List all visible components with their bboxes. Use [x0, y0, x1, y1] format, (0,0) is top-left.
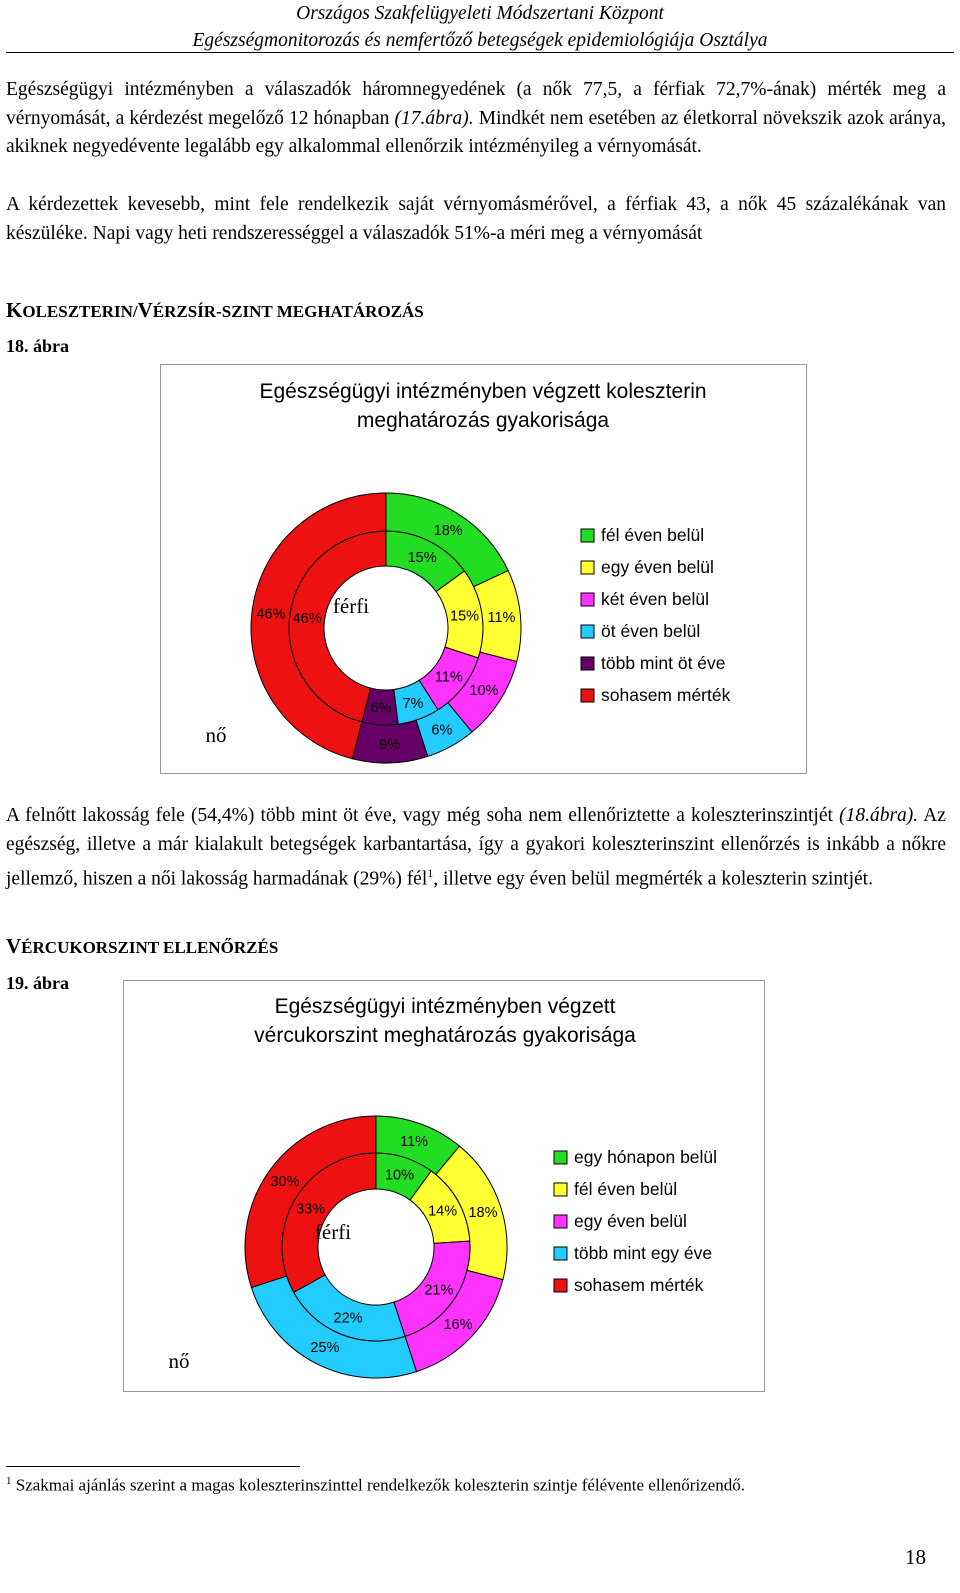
legend-swatch-tobb-mint-egy-eve	[554, 1247, 567, 1260]
legend-label-fel-even-belul: fél éven belül	[574, 1179, 678, 1199]
inner-ring-name: férfi	[314, 1220, 352, 1244]
inner-ring-label-ket-even-belul: 11%	[434, 669, 463, 686]
outer-ring-label-fel-even-belul: 18%	[468, 1205, 498, 1222]
legend-swatch-ket-even-belul	[581, 593, 594, 606]
figure-18-chart	[160, 364, 807, 774]
legend-swatch-egy-even-belul	[581, 561, 594, 574]
outer-ring-label-ot-even-belul: 6%	[431, 722, 453, 739]
figure-19-label: 19. ábra	[6, 973, 69, 993]
inner-ring-label-ot-even-belul: 7%	[402, 695, 424, 712]
legend-label-tobb-mint-egy-eve: több mint egy éve	[574, 1243, 713, 1263]
inner-ring-label-fel-even-belul: 15%	[407, 550, 437, 567]
donut-chart-blood-sugar	[124, 981, 764, 1391]
figure-reference: (18.ábra).	[839, 805, 919, 826]
page-header	[0, 0, 960, 54]
heading-initial: K	[6, 298, 23, 322]
paragraph-text: , illetve egy éven belül megmérték a koleszterin szintjét.	[433, 868, 873, 890]
paragraph-home-monitor: A kérdezettek kevesebb, mint fele rendelkezik saját vérnyomásmérővel, a férfiak 43, a nők 45 százalékának van készüléke. Napi vagy heti rendszerességgel a válaszadók 51%-a méri meg a vérnyomását	[6, 194, 946, 244]
inner-ring-label-egy-honapon-belul: 10%	[384, 1167, 415, 1184]
outer-ring-label-tobb-mint-ot-eve: 9%	[379, 736, 401, 753]
legend-swatch-ot-even-belul	[581, 625, 594, 638]
legend-label-sohasem-mertek: sohasem mérték	[601, 685, 731, 705]
inner-ring-label-tobb-mint-ot-eve: 6%	[370, 700, 392, 717]
outer-ring-label-tobb-mint-egy-eve: 25%	[310, 1340, 340, 1357]
inner-ring-label-egy-even-belul: 21%	[424, 1282, 454, 1299]
heading-text: ÉRZSÍR-SZINT MEGHATÁROZÁS	[152, 302, 424, 321]
footnote-number: 1	[6, 1475, 12, 1487]
inner-ring-label-fel-even-belul: 14%	[428, 1203, 458, 1220]
footnote-text: Szakmai ajánlás szerint a magas koleszterinszinttel rendelkezők koleszterin szintje félévente ellenőrizendő.	[11, 1475, 746, 1495]
legend-label-egy-even-belul: egy éven belül	[574, 1211, 687, 1231]
footnote-divider	[6, 1466, 300, 1467]
legend-swatch-tobb-mint-ot-eve	[581, 657, 594, 670]
outer-ring-label-sohasem-mertek: 46%	[256, 606, 286, 623]
outer-ring-label-sohasem-mertek: 30%	[270, 1173, 300, 1190]
section-heading-cholesterol	[6, 298, 424, 323]
paragraph-text: Az egészség, illetve a már kialakult betegségek karbantartása, így a gyakori koleszterinszint ellenőrzés is inkább a nőkre jellemző, hiszen a női lakosság harmadának (29%) fél	[6, 805, 946, 890]
figure-19-chart	[123, 980, 765, 1392]
inner-ring-label-sohasem-mertek: 33%	[296, 1201, 326, 1218]
legend-label-sohasem-mertek: sohasem mérték	[574, 1275, 704, 1295]
paragraph-text: A felnőtt lakosság fele (54,4%) több mint öt éve, vagy még soha nem ellenőriztette a koleszterinszintjét	[6, 805, 840, 826]
outer-ring-label-egy-honapon-belul: 11%	[400, 1134, 429, 1151]
chart-title-line-2: meghatározás gyakorisága	[356, 409, 610, 432]
chart-title-line-1: Egészségügyi intézményben végzett	[274, 995, 616, 1018]
outer-ring-name: nő	[168, 1349, 190, 1373]
paragraph-blood-pressure	[6, 76, 946, 162]
footnote-marker: 1	[427, 866, 434, 880]
header-divider	[6, 52, 954, 53]
paragraph-cholesterol	[6, 802, 946, 894]
outer-ring-name: nő	[205, 723, 227, 747]
header-line-2: Egészségmonitorozás és nemfertőző betegségek epidemiológiája Osztálya	[192, 30, 768, 51]
legend-swatch-sohasem-mertek	[581, 689, 594, 702]
heading-initial: V	[137, 298, 153, 322]
paragraph-text: Egészségügyi intézményben a válaszadók háromnegyedének (a nők 77,5, a férfiak 72,7%-ának) mérték meg a vérnyomását, a kérdezést megelőző 12 hónapban	[6, 79, 946, 129]
legend-label-fel-even-belul: fél éven belül	[601, 525, 705, 545]
heading-text: ÉRCUKORSZINT ELLENŐRZÉS	[21, 938, 279, 957]
outer-ring-label-egy-even-belul: 16%	[443, 1317, 473, 1334]
header-line-1: Országos Szakfelügyeleti Módszertani Központ	[296, 3, 664, 24]
legend-swatch-fel-even-belul	[554, 1183, 567, 1196]
figure-18-label: 18. ábra	[6, 336, 69, 356]
paragraph-text: Mindkét nem esetében az életkorral növekszik azok aránya, akiknek negyedévente legalább egy alkalommal ellenőrzik intézményileg a vérnyomását.	[6, 107, 946, 157]
heading-text: OLESZTERIN/	[22, 302, 138, 321]
inner-ring-label-tobb-mint-egy-eve: 22%	[333, 1310, 363, 1327]
donut-chart-cholesterol	[161, 365, 806, 773]
legend-swatch-fel-even-belul	[581, 529, 594, 542]
inner-ring-name: férfi	[332, 594, 370, 618]
chart-title-line-2: vércukorszint meghatározás gyakorisága	[254, 1024, 636, 1047]
outer-ring-label-ket-even-belul: 10%	[469, 683, 499, 700]
legend-swatch-egy-even-belul	[554, 1215, 567, 1228]
inner-ring-label-sohasem-mertek: 46%	[292, 611, 322, 628]
outer-ring-label-fel-even-belul: 18%	[433, 523, 463, 540]
outer-ring-label-egy-even-belul: 11%	[487, 610, 516, 627]
section-heading-blood-sugar	[6, 934, 278, 959]
legend-label-ket-even-belul: két éven belül	[601, 589, 709, 609]
legend-label-egy-even-belul: egy éven belül	[601, 557, 714, 577]
legend-label-tobb-mint-ot-eve: több mint öt éve	[601, 653, 726, 673]
legend-swatch-sohasem-mertek	[554, 1279, 567, 1292]
legend-label-egy-honapon-belul: egy hónapon belül	[574, 1147, 718, 1167]
inner-ring-label-egy-even-belul: 15%	[450, 608, 480, 625]
figure-reference: (17.ábra).	[394, 107, 474, 129]
footnote	[6, 1475, 745, 1496]
legend-swatch-egy-honapon-belul	[554, 1151, 567, 1164]
legend-label-ot-even-belul: öt éven belül	[601, 621, 701, 641]
page-number: 18	[905, 1545, 926, 1569]
chart-title-line-1: Egészségügyi intézményben végzett koleszterin	[259, 380, 707, 403]
heading-initial: V	[6, 934, 22, 958]
